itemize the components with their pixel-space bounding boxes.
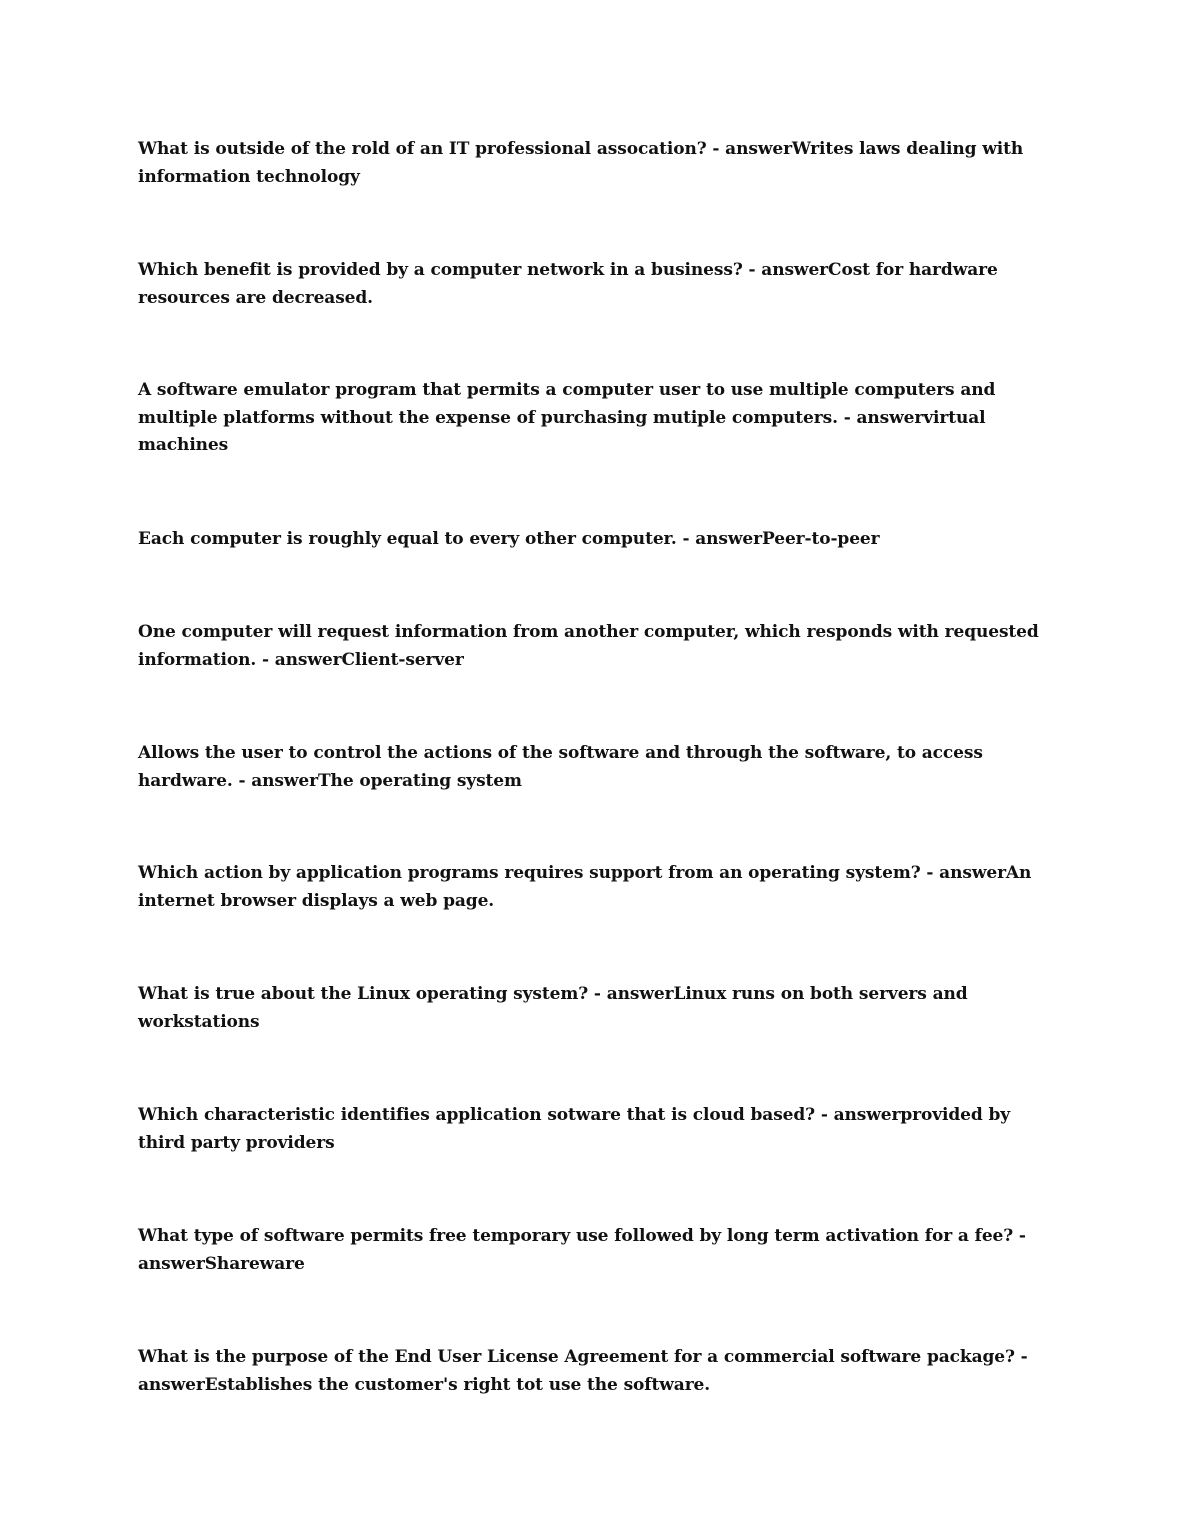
qa-item: What is true about the Linux operating system? - answerLinux runs on both servers and workstations (138, 984, 968, 1032)
qa-item: Which action by application programs requires support from an operating system? - answerAn internet browser displays a web page. (138, 863, 1032, 911)
qa-item: What is outside of the rold of an IT professional assocation? - answerWrites laws dealing with information technology (138, 139, 1024, 187)
qa-item: A software emulator program that permits a computer user to use multiple computers and multiple platforms without the expense of purchasing mutiple computers. - answervirtual machines (138, 380, 996, 455)
qa-item: Which benefit is provided by a computer network in a business? - answerCost for hardware resources are decreased. (138, 260, 998, 308)
qa-item: What type of software permits free temporary use followed by long term activation for a fee? - answerShareware (138, 1226, 1026, 1274)
qa-item: What is the purpose of the End User License Agreement for a commercial software package? - answerEstablishes the customer's right tot use the software. (138, 1347, 1028, 1395)
qa-item: One computer will request information from another computer, which responds with requested information. - answerClient-server (138, 622, 1039, 670)
qa-item: Allows the user to control the actions of the software and through the software, to access hardware. - answerThe operating system (138, 743, 983, 791)
qa-item: Each computer is roughly equal to every other computer. - answerPeer-to-peer (138, 529, 880, 549)
qa-item: Which characteristic identifies application sotware that is cloud based? - answerprovided by third party providers (138, 1105, 1011, 1153)
